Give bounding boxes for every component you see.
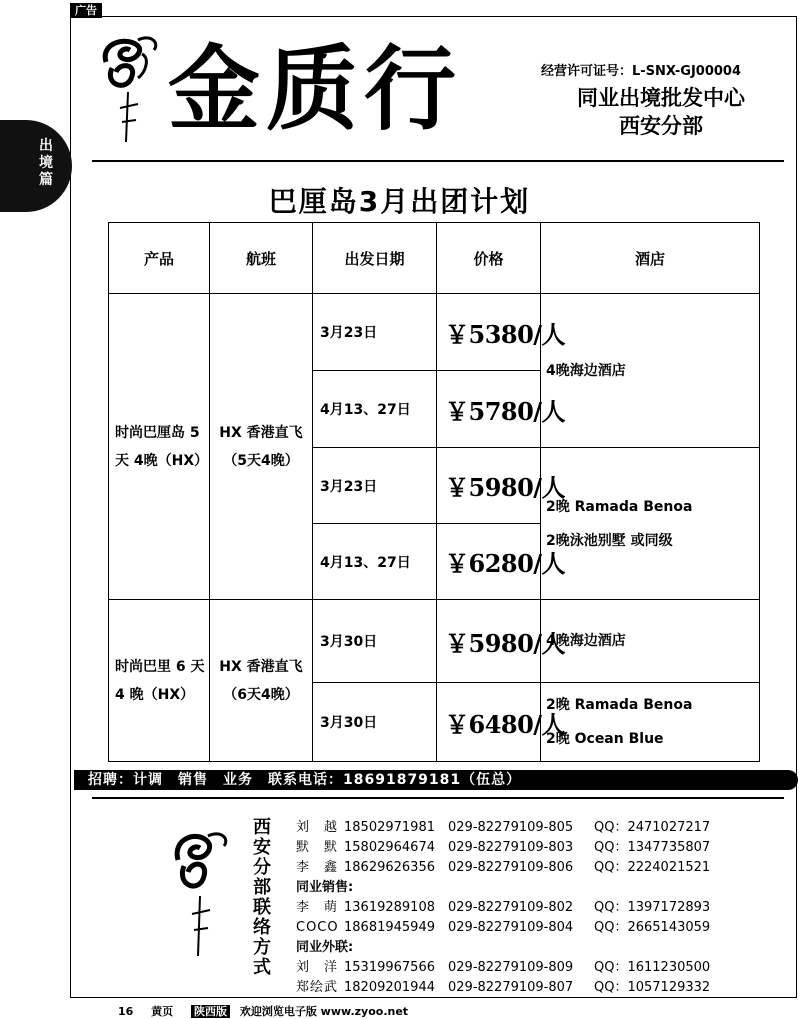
price-cell: ￥5980/人 (437, 448, 541, 524)
header-divider (92, 160, 784, 162)
contacts-vertical-title: 西安分部联络方式 (253, 817, 271, 978)
license-number: 经营许可证号：L-SNX-GJ00004 (541, 64, 742, 79)
date-cell: 4月13、27日 (313, 524, 437, 600)
contact-qq: QQ：1057129332 (594, 980, 711, 995)
hotel-cell: 4晚海边酒店 (541, 600, 759, 683)
side-tab-label: 出境篇 (39, 138, 53, 188)
contact-qq: QQ：1397172893 (594, 900, 711, 915)
footer-section: 黄页 (151, 1005, 174, 1018)
edition-badge: 陕西版 (191, 1005, 230, 1018)
hotel-cell (541, 448, 759, 600)
hotel-line: 2晚 Ocean Blue (546, 731, 664, 747)
branch-name: 西安分部 (619, 114, 703, 138)
contact-mobile: 13619289108 (344, 900, 435, 915)
header-product: 产品 (109, 223, 210, 294)
contacts-list (296, 818, 724, 998)
brand-logo-icon (98, 32, 164, 160)
header-departure-date: 出发日期 (313, 223, 437, 294)
contact-phone: 029-82279109-804 (448, 920, 574, 935)
contact-phone: 029-82279109-802 (448, 900, 574, 915)
sales-section-label: 同业销售: (296, 880, 354, 895)
recruitment-banner: 招聘：计调 销售 业务 联系电话：18691879181（伍总） (74, 770, 798, 790)
product-cell: 时尚巴厘岛 5 天 4晚（HX） (109, 294, 210, 600)
contact-row (296, 978, 724, 998)
price-cell: ￥5780/人 (437, 371, 541, 448)
contact-row (296, 838, 724, 858)
product-cell: 时尚巴里 6 天 4 晚（HX） (109, 600, 210, 761)
contact-name: 刘 越 (296, 820, 339, 835)
date-cell: 3月23日 (313, 294, 437, 371)
page-title: 巴厘岛3月出团计划 (268, 185, 531, 218)
contact-phone: 029-82279109-809 (448, 960, 574, 975)
price-cell: ￥5380/人 (437, 294, 541, 371)
footer-website-text: 欢迎浏览电子版 www.zyoo.net (239, 1005, 409, 1018)
outreach-section-label: 同业外联: (296, 940, 354, 955)
page-footer (118, 1003, 422, 1019)
date-cell: 4月13、27日 (313, 371, 437, 448)
ad-tag: 广告 (70, 3, 102, 18)
contact-row (296, 918, 724, 938)
contact-name: 郑绘武 (296, 980, 339, 995)
contact-mobile: 15802964674 (344, 840, 435, 855)
header-price: 价格 (437, 223, 541, 294)
contact-name: 李 萌 (296, 900, 339, 915)
header-flight: 航班 (210, 223, 313, 294)
contact-qq: QQ：2224021521 (594, 860, 711, 875)
company-subtitle: 同业出境批发中心 (577, 86, 745, 110)
contact-phone: 029-82279109-807 (448, 980, 574, 995)
brand-name: 金质行 (168, 35, 463, 143)
tour-schedule-table (108, 222, 760, 762)
contact-qq: QQ：1347735807 (594, 840, 711, 855)
contact-mobile: 18629626356 (344, 860, 435, 875)
contact-qq: QQ：1611230500 (594, 960, 711, 975)
contacts-divider (92, 797, 784, 799)
contact-name: 默 默 (296, 840, 339, 855)
hotel-line: 2晚 Ramada Benoa (546, 697, 693, 713)
contact-row (296, 818, 724, 838)
contact-name: COCO (296, 920, 339, 935)
contact-name: 李 鑫 (296, 860, 339, 875)
contact-qq: QQ：2665143059 (594, 920, 711, 935)
hotel-cell (541, 683, 759, 761)
date-cell: 3月30日 (313, 683, 437, 761)
date-cell: 3月30日 (313, 600, 437, 683)
contact-qq: QQ：2471027217 (594, 820, 711, 835)
contact-mobile: 18681945949 (344, 920, 435, 935)
contact-mobile: 15319967566 (344, 960, 435, 975)
contact-name: 刘 洋 (296, 960, 339, 975)
hotel-line: 2晚泳池别墅 或同级 (546, 532, 673, 549)
brand-logo-icon (172, 826, 230, 976)
flight-cell: HX 香港直飞 （6天4晚） (210, 600, 313, 761)
contact-mobile: 18502971981 (344, 820, 435, 835)
flight-cell: HX 香港直飞 （5天4晚） (210, 294, 313, 600)
header-hotel: 酒店 (541, 223, 759, 294)
contact-phone: 029-82279109-806 (448, 860, 574, 875)
date-cell: 3月23日 (313, 448, 437, 524)
contact-phone: 029-82279109-803 (448, 840, 574, 855)
page-number: 16 (118, 1005, 134, 1018)
hotel-cell: 4晚海边酒店 (541, 294, 759, 448)
contact-row (296, 858, 724, 878)
contact-row (296, 898, 724, 918)
price-cell: ￥6280/人 (437, 524, 541, 600)
price-cell: ￥6480/人 (437, 683, 541, 761)
contact-row (296, 958, 724, 978)
contact-mobile: 18209201944 (344, 980, 435, 995)
price-cell: ￥5980/人 (437, 600, 541, 683)
contact-phone: 029-82279109-805 (448, 820, 574, 835)
hotel-line: 2晚 Ramada Benoa (546, 498, 693, 515)
